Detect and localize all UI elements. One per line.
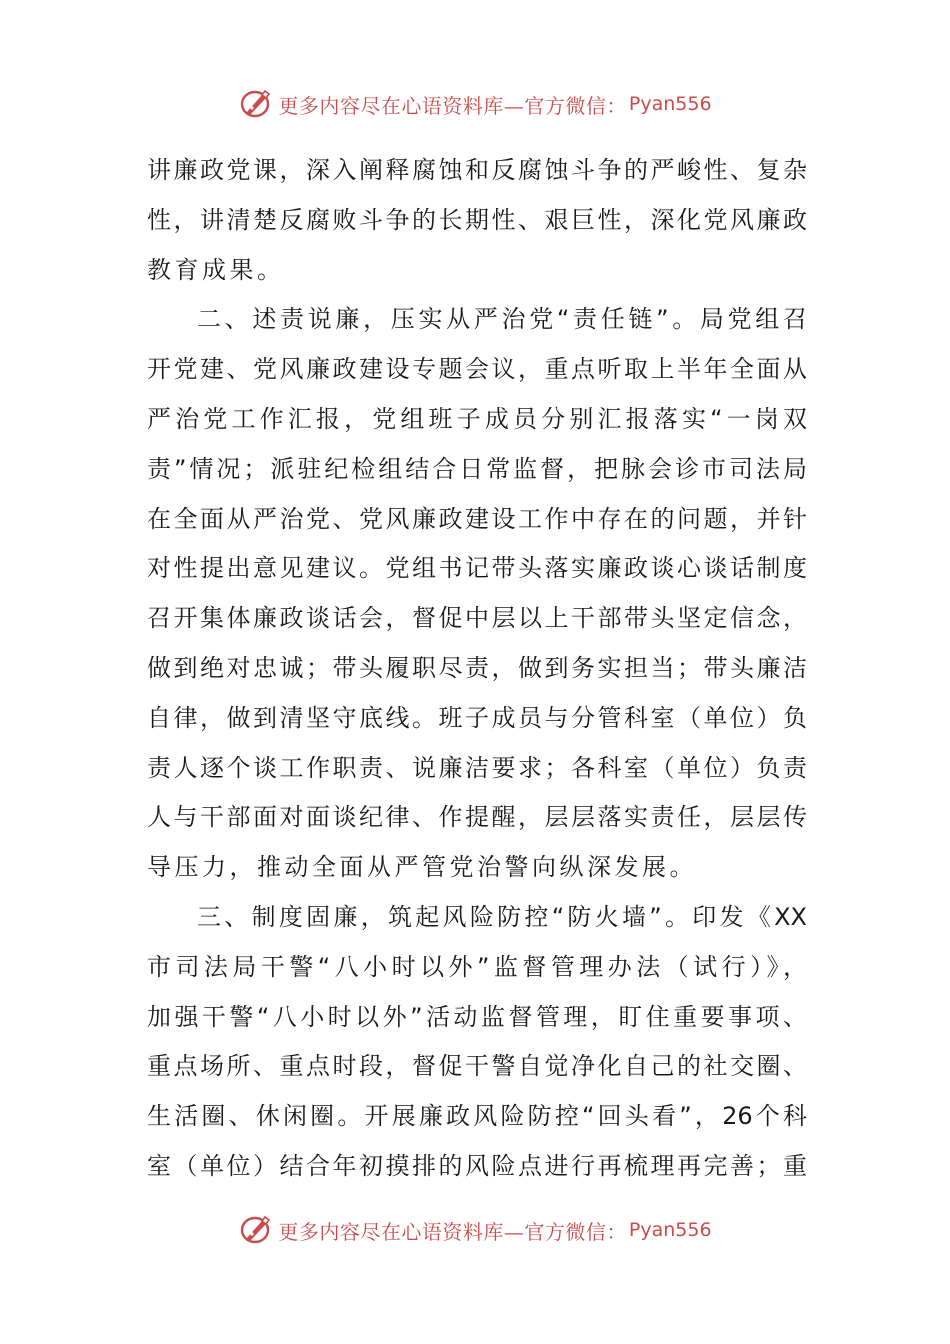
text-line: 对性提出意见建议。党组书记带头落实廉政谈心谈话制度 [147, 554, 807, 583]
text-line: 严治党工作汇报，党组班子成员分别汇报落实“一岗双 [147, 404, 807, 433]
text-line: 性，讲清楚反腐败斗争的长期性、艰巨性，深化党风廉政 [147, 205, 807, 234]
pen-nib-circle-icon [238, 1212, 274, 1248]
text-line: 导压力，推动全面从严管党治警向纵深发展。 [147, 853, 697, 882]
text-line: 加强干警“八小时以外”活动监督管理，盯住重要事项、 [147, 1002, 807, 1031]
header-banner-handle: Pyan556 [628, 93, 712, 115]
header-banner [0, 84, 950, 124]
text-line: 人与干部面对面谈纪律、作提醒，层层落实责任，层层传 [147, 803, 807, 832]
footer-banner-handle: Pyan556 [628, 1219, 712, 1241]
text-line: 在全面从严治党、党风廉政建设工作中存在的问题，并针 [147, 504, 807, 533]
text-line: 责人逐个谈工作职责、说廉洁要求；各科室（单位）负责 [147, 753, 807, 782]
text-line: 开党建、党风廉政建设专题会议，重点听取上半年全面从 [147, 355, 807, 384]
text-line: 做到绝对忠诚；带头履职尽责，做到务实担当；带头廉洁 [147, 653, 807, 682]
footer-banner-text: 更多内容尽在心语资料库—官方微信： [278, 1219, 627, 1244]
text-line: 三、制度固廉，筑起风险防控“防火墙”。印发《XX [197, 902, 807, 931]
text-line: 室（单位）结合年初摸排的风险点进行再梳理再完善；重 [147, 1151, 807, 1180]
text-line: 召开集体廉政谈话会，督促中层以上干部带头坚定信念， [147, 604, 807, 633]
text-line: 重点场所、重点时段，督促干警自觉净化自己的社交圈、 [147, 1052, 807, 1081]
text-line: 自律，做到清坚守底线。班子成员与分管科室（单位）负 [147, 703, 807, 732]
text-line: 二、述责说廉，压实从严治党“责任链”。局党组召 [197, 305, 807, 334]
text-line: 生活圈、休闲圈。开展廉政风险防控“回头看”，26个科 [147, 1102, 807, 1131]
header-banner-text: 更多内容尽在心语资料库—官方微信： [278, 93, 627, 118]
body-text [147, 146, 807, 1192]
text-line: 教育成果。 [147, 255, 285, 284]
text-line: 讲廉政党课，深入阐释腐蚀和反腐蚀斗争的严峻性、复杂 [147, 156, 807, 184]
text-line: 责”情况；派驻纪检组结合日常监督，把脉会诊市司法局 [147, 454, 807, 483]
text-line: 市司法局干警“八小时以外”监督管理办法（试行）》， [147, 952, 807, 981]
pen-nib-circle-icon [238, 86, 274, 122]
footer-banner [0, 1210, 950, 1250]
